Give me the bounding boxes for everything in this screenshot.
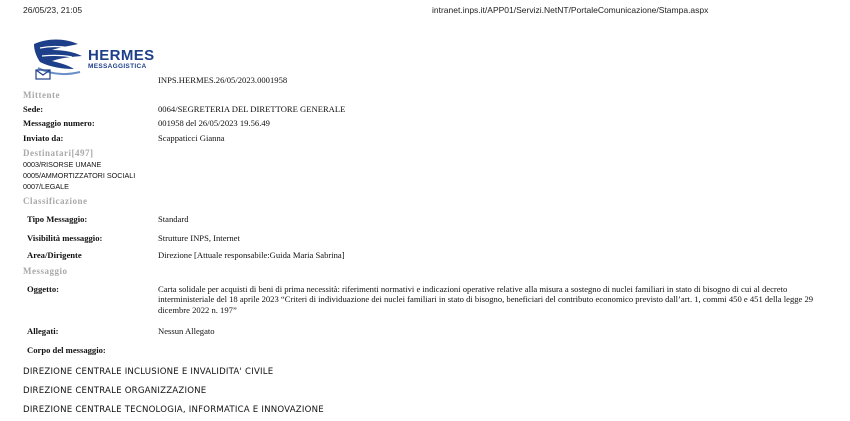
logo-title: HERMES <box>88 47 155 64</box>
section-destinatari: Destinatari[497] <box>23 148 94 158</box>
allegati-value: Nessun Allegato <box>158 326 215 336</box>
destinatario-item: 0005/AMMORTIZZATORI SOCIALI <box>23 171 136 180</box>
tipo-value: Standard <box>158 214 189 224</box>
visibilita-value: Strutture INPS, Internet <box>158 233 240 243</box>
body-line: DIREZIONE CENTRALE ORGANIZZAZIONE <box>23 386 207 396</box>
allegati-label: Allegati: <box>27 326 59 336</box>
print-header <box>0 5 850 19</box>
logo-subtitle: MESSAGGISTICA <box>88 63 147 70</box>
visibilita-label: Visibilità messaggio: <box>27 233 103 243</box>
area-label: Area/Dirigente <box>27 250 82 260</box>
sede-label: Sede: <box>23 104 44 114</box>
sede-value: 0064/SEGRETERIA DEL DIRETTORE GENERALE <box>158 104 346 114</box>
hermes-wing-icon <box>30 34 90 82</box>
oggetto-value: Carta solidale per acquisti di beni di prima necessità: riferimenti normativi e indicazioni operative relative alla misura a sostegno di nuclei familiari in stato di bisogno di cui al decreto interministeriale del 18 aprile 2023 “Criteri di individuazione dei nuclei familiari in stato di bisogno, beneficiari del contributo economico previsto dall’art. 1, commi 450 e 451 della legge 29 dicembre 2022 n. 197” <box>158 284 814 315</box>
area-value: Direzione [Attuale responsabile:Guida Maria Sabrina] <box>158 250 345 260</box>
print-datetime: 26/05/23, 21:05 <box>23 5 83 15</box>
section-messaggio: Messaggio <box>23 266 68 276</box>
print-url: intranet.inps.it/APP01/Servizi.NetNT/PortaleComunicazione/Stampa.aspx <box>432 5 709 15</box>
protocol-id: INPS.HERMES.26/05/2023.0001958 <box>158 75 288 85</box>
inviato-value: Scappaticci Gianna <box>158 133 225 143</box>
destinatario-item: 0003/RISORSE UMANE <box>23 160 102 169</box>
numero-label: Messaggio numero: <box>23 118 95 128</box>
section-mittente: Mittente <box>23 90 60 100</box>
numero-value: 001958 del 26/05/2023 19.56.49 <box>158 118 270 128</box>
tipo-label: Tipo Messaggio: <box>27 214 88 224</box>
section-classificazione: Classificazione <box>23 196 88 206</box>
inviato-label: Inviato da: <box>23 133 64 143</box>
corpo-label: Corpo del messaggio: <box>27 345 106 355</box>
hermes-logo <box>30 34 160 82</box>
body-line: DIREZIONE CENTRALE TECNOLOGIA, INFORMATICA E INNOVAZIONE <box>23 405 324 415</box>
oggetto-label: Oggetto: <box>27 284 59 294</box>
body-line: DIREZIONE CENTRALE INCLUSIONE E INVALIDITA' CIVILE <box>23 367 274 377</box>
destinatario-item: 0007/LEGALE <box>23 182 69 191</box>
